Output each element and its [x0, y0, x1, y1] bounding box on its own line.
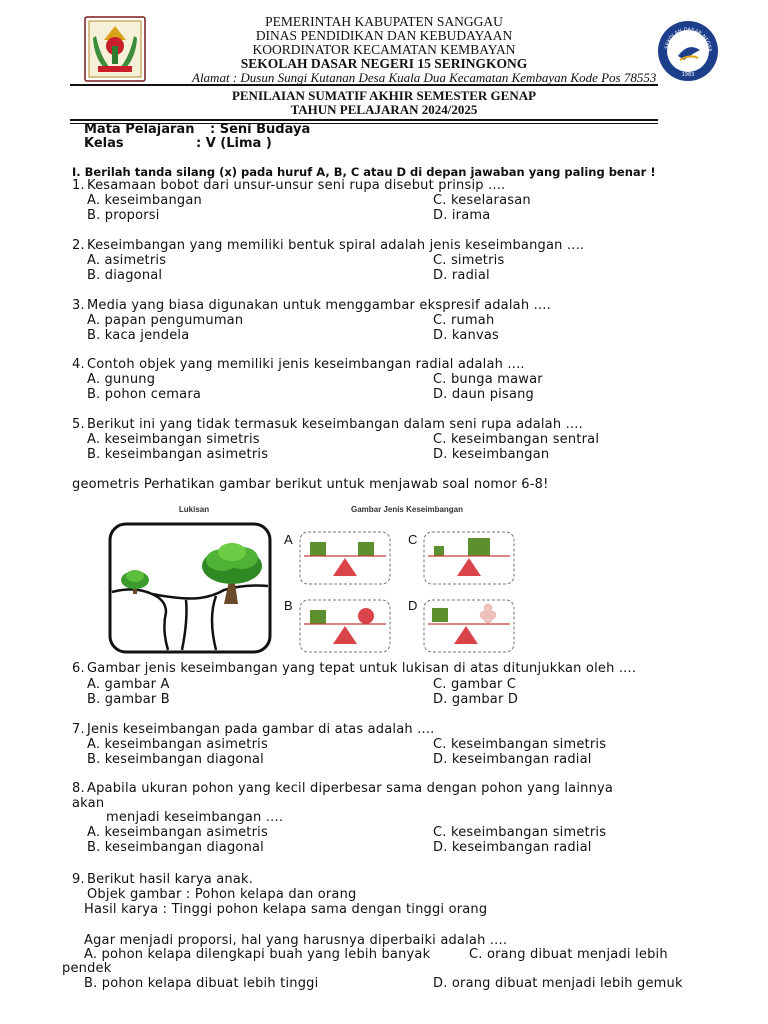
option-c: C. keseimbangan sentral	[433, 432, 600, 447]
option-d: D. orang dibuat menjadi lebih gemuk	[433, 976, 683, 991]
balance-types-title: Gambar Jenis Keseimbangan	[350, 505, 464, 514]
option-c-cont: pendek	[62, 961, 112, 976]
question-text: Media yang biasa digunakan untuk menggambar ekspresif adalah ....	[87, 298, 551, 313]
option-c: C. keseimbangan simetris	[433, 825, 607, 840]
option-d: D. daun pisang	[433, 387, 534, 402]
option-d: D. radial	[433, 268, 490, 283]
question-text: Berikut hasil karya anak.	[87, 872, 254, 887]
option-d: D. keseimbangan	[433, 447, 550, 462]
question-number: 4.	[72, 357, 85, 372]
option-b: B. keseimbangan asimetris	[87, 447, 269, 462]
question-text: Berikut ini yang tidak termasuk keseimbangan dalam seni rupa adalah ....	[87, 417, 583, 432]
subject-label: Mata Pelajaran	[84, 122, 195, 137]
question-number: 5.	[72, 417, 85, 432]
option-a: A. papan pengumuman	[87, 313, 244, 328]
option-b: B. proporsi	[87, 208, 160, 223]
option-a: A. gambar A	[87, 677, 170, 692]
title-rule-top	[70, 119, 658, 121]
exam-title: PENILAIAN SUMATIF AKHIR SEMESTER GENAP	[231, 88, 537, 103]
option-b: B. pohon cemara	[87, 387, 202, 402]
option-c: C. gambar C	[433, 677, 517, 692]
option-a: A. asimetris	[87, 253, 167, 268]
question-result: Hasil karya : Tinggi pohon kelapa sama dengan tinggi orang	[84, 902, 488, 917]
painting	[110, 524, 270, 652]
seal-text: SEKOLAH DASAR NEGER	[664, 26, 713, 53]
class-value: : V (Lima )	[196, 136, 272, 151]
label-b: B	[284, 598, 293, 613]
option-b: B. keseimbangan diagonal	[87, 840, 264, 855]
option-b: B. kaca jendela	[87, 328, 190, 343]
balance-option-c	[424, 532, 514, 584]
question-number: 7.	[72, 722, 85, 737]
question-number: 2.	[72, 238, 85, 253]
question-text-cont-2: menjadi keseimbangan ....	[106, 810, 284, 825]
question-text: Contoh objek yang memiliki jenis keseimbangan radial adalah ....	[87, 357, 525, 372]
label-d: D	[408, 598, 418, 613]
question-number: 1.	[72, 178, 85, 193]
header-rule-thick	[70, 84, 658, 86]
balance-figure	[104, 500, 524, 658]
question-number: 8.	[72, 781, 85, 796]
option-b: B. gambar B	[87, 692, 170, 707]
header-line-1: PEMERINTAH KABUPATEN SANGGAU	[265, 14, 503, 29]
balance-option-a	[300, 532, 390, 584]
question-text: Apabila ukuran pohon yang kecil diperbesar sama dengan pohon yang lainnya	[87, 781, 614, 796]
label-c: C	[408, 532, 418, 547]
header-line-2: DINAS PENDIDIKAN DAN KEBUDAYAAN	[255, 28, 513, 43]
option-c: C. keselarasan	[433, 193, 531, 208]
question-text: Jenis keseimbangan pada gambar di atas adalah ....	[87, 722, 435, 737]
instruction: I. Berilah tanda silang (x) pada huruf A, B, C atau D di depan jawaban yang paling benar !	[72, 165, 656, 179]
option-d: D. gambar D	[433, 692, 519, 707]
option-d: D. keseimbangan radial	[433, 840, 592, 855]
option-a: A. keseimbangan asimetris	[87, 825, 268, 840]
painting-title: Lukisan	[178, 505, 210, 514]
subject-value: : Seni Budaya	[210, 122, 311, 137]
option-a: A. keseimbangan	[87, 193, 202, 208]
option-a: A. pohon kelapa dilengkapi buah yang lebih banyak	[84, 947, 431, 962]
option-b: B. diagonal	[87, 268, 163, 283]
question-prompt: Agar menjadi proporsi, hal yang harusnya diperbaiki adalah ....	[84, 933, 508, 948]
continuation-text: geometris Perhatikan gambar berikut untuk menjawab soal nomor 6-8!	[72, 477, 549, 492]
logo-right	[656, 20, 720, 82]
school-address: Alamat : Dusun Sungi Kutanan Desa Kuala Dua Kecamatan Kembayan Kode Pos 78553	[192, 70, 657, 85]
option-c: C. keseimbangan simetris	[433, 737, 607, 752]
question-text: Kesamaan bobot dari unsur-unsur seni rupa disebut prinsip ....	[87, 178, 506, 193]
option-d: D. irama	[433, 208, 491, 223]
option-a: A. keseimbangan asimetris	[87, 737, 268, 752]
option-c: C. bunga mawar	[433, 372, 543, 387]
option-c: C. orang dibuat menjadi lebih	[469, 947, 668, 962]
seal-year: 1983	[681, 72, 695, 78]
question-object: Objek gambar : Pohon kelapa dan orang	[87, 887, 357, 902]
question-number: 6.	[72, 661, 85, 676]
option-b: B. keseimbangan diagonal	[87, 752, 264, 767]
balance-option-b	[300, 600, 390, 652]
option-d: D. keseimbangan radial	[433, 752, 592, 767]
balance-option-d	[424, 600, 514, 652]
option-a: A. gunung	[87, 372, 156, 387]
option-c: C. rumah	[433, 313, 495, 328]
question-number: 3.	[72, 298, 85, 313]
option-b: B. pohon kelapa dibuat lebih tinggi	[84, 976, 319, 991]
header-line-3: KOORDINATOR KECAMATAN KEMBAYAN	[252, 42, 516, 57]
question-text-cont: akan	[72, 796, 105, 811]
exam-year: TAHUN PELAJARAN 2024/2025	[290, 102, 478, 117]
option-d: D. kanvas	[433, 328, 500, 343]
question-number: 9.	[72, 872, 85, 887]
option-c: C. simetris	[433, 253, 505, 268]
school-name: SEKOLAH DASAR NEGERI 15 SERINGKONG	[240, 56, 528, 71]
label-a: A	[284, 532, 293, 547]
question-text: Gambar jenis keseimbangan yang tepat untuk lukisan di atas ditunjukkan oleh ....	[87, 661, 637, 676]
class-label: Kelas	[84, 136, 124, 151]
question-text: Keseimbangan yang memiliki bentuk spiral adalah jenis keseimbangan ....	[87, 238, 585, 253]
option-a: A. keseimbangan simetris	[87, 432, 260, 447]
